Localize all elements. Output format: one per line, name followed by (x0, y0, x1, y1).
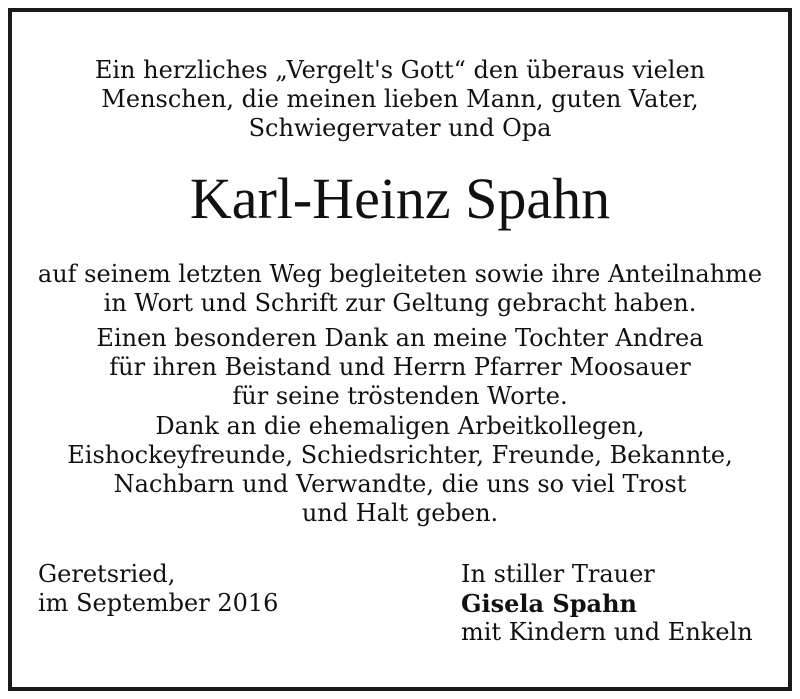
thanks-general (12, 260, 788, 318)
place: Geretsried, (38, 560, 176, 588)
thanks-line: und Halt geben. (301, 499, 499, 527)
intro-line: Menschen, die meinen lieben Mann, guten Vater, (101, 85, 699, 113)
intro-line: Schwiegervater und Opa (248, 114, 552, 142)
family-line: mit Kindern und Enkeln (461, 618, 753, 646)
date: im September 2016 (38, 589, 279, 617)
thanks-line: in Wort und Schrift zur Geltung gebracht haben. (103, 289, 697, 317)
thanks-line: für ihren Beistand und Herrn Pfarrer Moosauer (109, 353, 691, 381)
signature-block (461, 560, 753, 647)
obituary-notice (8, 8, 792, 691)
place-and-date (38, 560, 278, 618)
intro-text (12, 56, 788, 143)
mourning-phrase: In stiller Trauer (461, 560, 655, 588)
deceased-name: Karl-Heinz Spahn (189, 166, 611, 231)
thanks-others (12, 412, 788, 528)
thanks-line: für seine tröstenden Worte. (232, 382, 568, 410)
thanks-line: Nachbarn und Verwandte, die uns so viel Trost (113, 470, 687, 498)
thanks-special (12, 324, 788, 411)
thanks-line: Eishockeyfreunde, Schiedsrichter, Freunde, Bekannte, (67, 441, 733, 469)
intro-line: Ein herzliches „Vergelt's Gott“ den überaus vielen (94, 56, 706, 84)
widow-name: Gisela Spahn (461, 589, 637, 618)
thanks-line: Dank an die ehemaligen Arbeitkollegen, (155, 412, 645, 440)
thanks-line: Einen besonderen Dank an meine Tochter Andrea (96, 324, 704, 352)
thanks-line: auf seinem letzten Weg begleiteten sowie ihre Anteilnahme (37, 260, 763, 288)
